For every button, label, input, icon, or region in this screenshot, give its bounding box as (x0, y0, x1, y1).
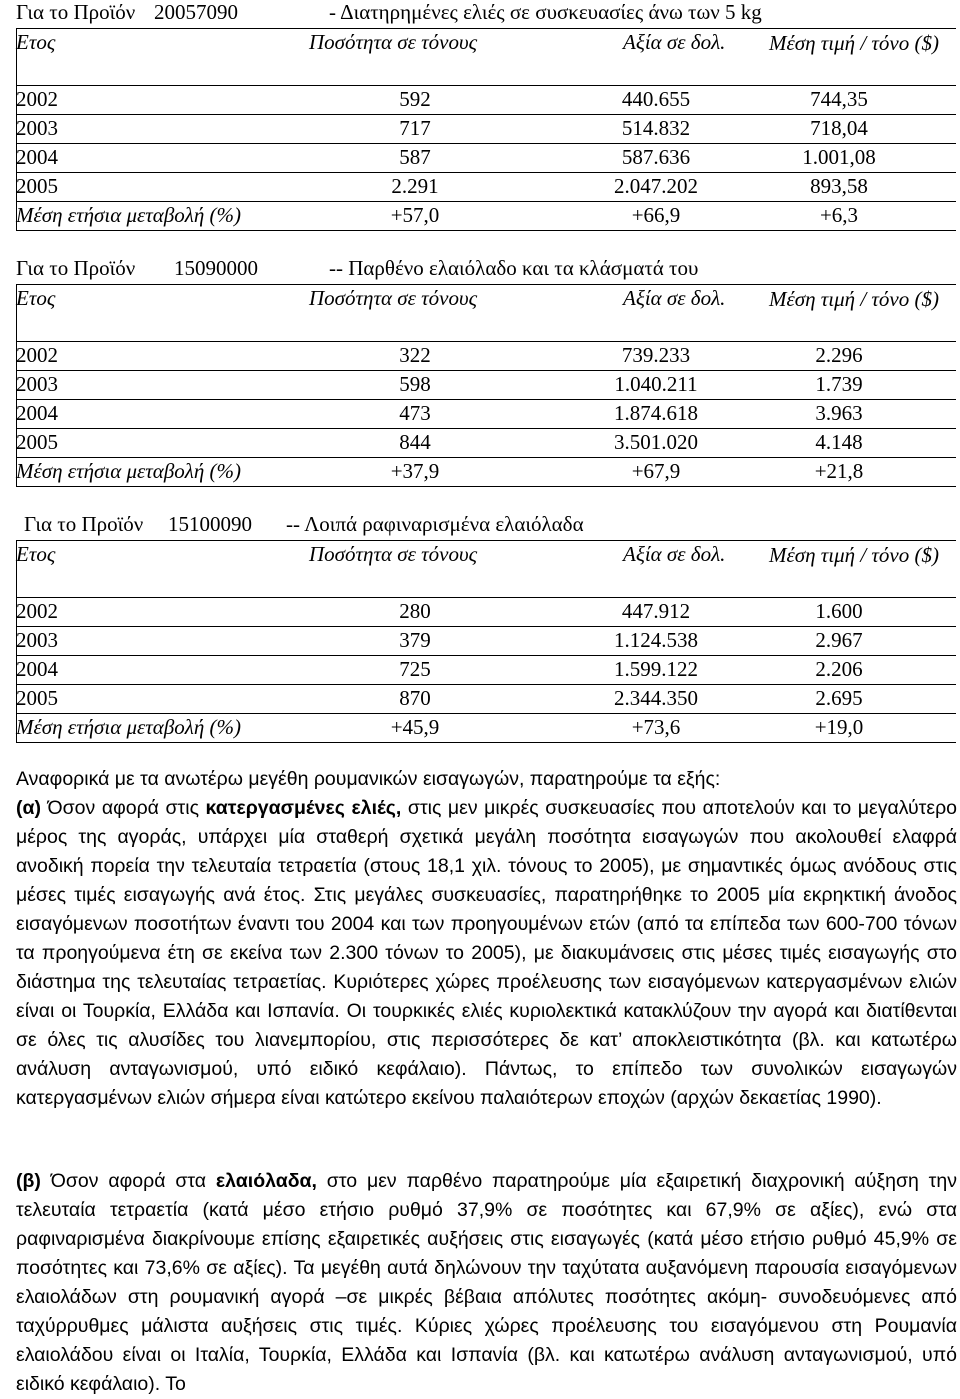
cell-value: 1.599.122 (614, 657, 698, 681)
cell-year: 2005 (16, 174, 58, 198)
header-value: Αξία σε δολ. (623, 542, 726, 566)
table-header-row (16, 29, 956, 86)
cell-quantity: 2.291 (391, 174, 439, 198)
cell-year: 2005 (16, 686, 58, 710)
table-row (16, 429, 956, 458)
header-quantity: Ποσότητα σε τόνους (309, 542, 478, 566)
table-header-row (16, 541, 956, 598)
table-row (16, 627, 956, 656)
cell-year: 2004 (16, 657, 58, 681)
header-avg-price: Μέση τιμή / τόνο ($) (768, 543, 939, 567)
cell-avg-price: 2.967 (815, 628, 863, 652)
header-avg-price: Μέση τιμή / τόνο ($) (768, 31, 939, 55)
table-row (16, 86, 956, 115)
cell-quantity: 322 (399, 343, 431, 367)
table-title (16, 0, 956, 28)
cell-quantity: 379 (399, 628, 431, 652)
cell-quantity: 870 (399, 686, 431, 710)
paragraph-b-lead: Όσον αφορά στα (40, 1170, 216, 1192)
cell-year: 2002 (16, 599, 58, 623)
cell-year: 2003 (16, 116, 58, 140)
header-year: Ετος (16, 542, 56, 566)
header-quantity: Ποσότητα σε τόνους (309, 30, 478, 54)
cell-avg-price: 744,35 (810, 87, 868, 111)
avg-value-change: +73,6 (631, 715, 681, 739)
product-label: Για το Προϊόν (24, 512, 144, 536)
table-section-1 (16, 0, 956, 231)
header-value: Αξία σε δολ. (623, 30, 726, 54)
table-title (16, 256, 956, 284)
paragraph-a-bold: κατεργασμένες ελιές, (205, 797, 402, 819)
cell-year: 2005 (16, 430, 58, 454)
cell-value: 2.047.202 (614, 174, 698, 198)
cell-year: 2003 (16, 628, 58, 652)
table-row (16, 371, 956, 400)
table-average-row (16, 202, 956, 231)
avg-value-change: +66,9 (631, 203, 681, 227)
table-section-2 (16, 256, 956, 487)
cell-value: 3.501.020 (614, 430, 698, 454)
data-table (16, 284, 956, 487)
cell-avg-price: 718,04 (810, 116, 868, 140)
cell-year: 2004 (16, 145, 58, 169)
cell-quantity: 587 (399, 145, 431, 169)
cell-avg-price: 1.739 (815, 372, 863, 396)
cell-avg-price: 2.296 (815, 343, 863, 367)
intro-text: Αναφορικά με τα ανωτέρω μεγέθη ρουμανικών εισαγωγών, παρατηρούμε τα εξής: (16, 768, 721, 790)
table-row (16, 144, 956, 173)
avg-price-change: +19,0 (814, 715, 864, 739)
product-description: -- Παρθένο ελαιόλαδο και τα κλάσματά του (329, 256, 699, 280)
cell-value: 1.874.618 (614, 401, 698, 425)
cell-quantity: 592 (399, 87, 431, 111)
cell-value: 739.233 (621, 343, 691, 367)
table-row (16, 598, 956, 627)
avg-quantity-change: +45,9 (390, 715, 440, 739)
paragraph-b (16, 1167, 957, 1399)
header-quantity: Ποσότητα σε τόνους (309, 286, 478, 310)
cell-avg-price: 2.695 (815, 686, 863, 710)
cell-quantity: 725 (399, 657, 431, 681)
cell-value: 1.040.211 (614, 372, 698, 396)
paragraph-a-marker: (α) (16, 797, 41, 819)
table-row (16, 342, 956, 371)
avg-price-change: +21,8 (814, 459, 864, 483)
table-average-row (16, 458, 956, 487)
paragraph-a-lead: Όσον αφορά στις (40, 797, 206, 819)
table-row (16, 173, 956, 202)
product-code: 15100090 (168, 512, 252, 536)
table-row (16, 685, 956, 714)
cell-quantity: 473 (399, 401, 431, 425)
avg-quantity-change: +37,9 (390, 459, 440, 483)
cell-avg-price: 3.963 (815, 401, 863, 425)
cell-value: 514.832 (621, 116, 691, 140)
product-description: - Διατηρημένες ελιές σε συσκευασίες άνω των 5 kg (329, 0, 762, 24)
cell-value: 2.344.350 (614, 686, 698, 710)
table-row (16, 400, 956, 429)
intro-paragraph (16, 765, 957, 794)
cell-year: 2002 (16, 343, 58, 367)
table-section-3 (16, 512, 956, 743)
cell-value: 447.912 (621, 599, 691, 623)
cell-value: 440.655 (621, 87, 691, 111)
cell-avg-price: 893,58 (810, 174, 868, 198)
product-code: 15090000 (174, 256, 258, 280)
table-average-row (16, 714, 956, 743)
table-row (16, 115, 956, 144)
header-avg-price: Μέση τιμή / τόνο ($) (768, 287, 939, 311)
product-label: Για το Προϊόν (16, 256, 136, 280)
table-title (16, 512, 956, 540)
header-value: Αξία σε δολ. (623, 286, 726, 310)
cell-year: 2003 (16, 372, 58, 396)
avg-price-change: +6,3 (819, 203, 859, 227)
avg-quantity-change: +57,0 (390, 203, 440, 227)
paragraph-b-bold: ελαιόλαδα, (215, 1170, 317, 1192)
paragraph-a-body: στις μεν μικρές συσκευασίες που αποτελούν και το μεγαλύτερο μέρος της αγοράς, υπάρχει μία σταθερή σχετικά μεγάλη ποσότητα εισαγωγών που ακολουθεί ελαφρά ανοδική πορεία την τελευταία τετραετία (στους 18,1 χιλ. τόνους το 2005), με σημαντικές όμως ανόδους στις μέσες τιμές εισαγωγής ανά έτος. Στις μεγάλες συσκευασίες, παρατηρήθηκε το 2005 μία εκρηκτική άνοδος εισαγόμενων ποσοτήτων έναντι του 2004 και των προηγουμένων ετών (από τα επίπεδα των 600-700 τόνων τα προηγούμενα έτη σε εκείνα των 2.300 τόνων το 2005), με διακυμάνσεις στις μέσες τιμές εισαγωγής στο διάστημα της τελευταίας τετραετίας. Κυριότερες χώρες προέλευσης των εισαγόμενων κατεργασμένων ελιών είναι οι Τουρκία, Ελλάδα και Ισπανία. Οι τουρκικές ελιές κυριολεκτικά κατακλύζουν την αγορά και διατίθενται σε όλες τις αλυσίδες του λιανεμπορίου, στις περισσότερες δε κατ’ αποκλειστικότητα (βλ. και κατωτέρω ανάλυση ανταγωνισμού, υπό ειδικό κεφάλαιο). Πάντως, το επίπεδο των συνολικών εισαγωγών κατεργασμένων ελιών σήμερα είναι κατώτερο εκείνου παλαιότερων εποχών (αρχών δεκαετίας 1990). (16, 797, 958, 1109)
product-code: 20057090 (154, 0, 238, 24)
cell-year: 2004 (16, 401, 58, 425)
paragraph-a (16, 794, 957, 1113)
product-label: Για το Προϊόν (16, 0, 136, 24)
avg-change-label: Μέση ετήσια μεταβολή (%) (16, 715, 242, 739)
cell-value: 587.636 (621, 145, 691, 169)
avg-value-change: +67,9 (631, 459, 681, 483)
product-description: -- Λοιπά ραφιναρισμένα ελαιόλαδα (286, 512, 584, 536)
table-header-row (16, 285, 956, 342)
header-year: Ετος (16, 286, 56, 310)
cell-quantity: 844 (399, 430, 431, 454)
data-table (16, 28, 956, 231)
table-row (16, 656, 956, 685)
cell-avg-price: 2.206 (815, 657, 863, 681)
cell-year: 2002 (16, 87, 58, 111)
avg-change-label: Μέση ετήσια μεταβολή (%) (16, 459, 242, 483)
cell-value: 1.124.538 (614, 628, 698, 652)
paragraph-b-marker: (β) (16, 1170, 41, 1192)
cell-avg-price: 4.148 (815, 430, 863, 454)
cell-quantity: 598 (399, 372, 431, 396)
data-table (16, 540, 956, 743)
paragraph-b-body: στο μεν παρθένο παρατηρούμε μία εξαιρετική διαχρονική αύξηση την τελευταία τετραετία (κατά μέσο ετήσιο ρυθμό 37,9% σε ποσότητες και 67,9% σε αξίες), ενώ στα ραφιναρισμένα διακρίνουμε επίσης εξαιρετικές αυξήσεις στις εισαγωγές (κατά μέσο ετήσιο ρυθμό 45,9% σε ποσότητες και 73,6% σε αξίες). Τα μεγέθη αυτά δηλώνουν την ταχύτατα αυξανόμενη παρουσία εισαγόμενων ελαιολάδων στη ρουμανική αγορά –σε μικρές βέβαια απόλυτες ποσότητες ακόμη- συνοδευόμενες από ταχύρρυθμες μάλιστα αυξήσεις στις τιμές. Κύριες χώρες προέλευσης του εισαγόμενου στη Ρουμανία ελαιολάδου είναι οι Ιταλία, Τουρκία, Ελλάδα και Ισπανία (βλ. και κατωτέρω ανάλυση ανταγωνισμού, υπό ειδικό κεφάλαιο). Το (16, 1170, 957, 1395)
cell-quantity: 717 (399, 116, 431, 140)
cell-avg-price: 1.001,08 (802, 145, 876, 169)
avg-change-label: Μέση ετήσια μεταβολή (%) (16, 203, 242, 227)
header-year: Ετος (16, 30, 56, 54)
cell-quantity: 280 (399, 599, 431, 623)
cell-avg-price: 1.600 (815, 599, 863, 623)
